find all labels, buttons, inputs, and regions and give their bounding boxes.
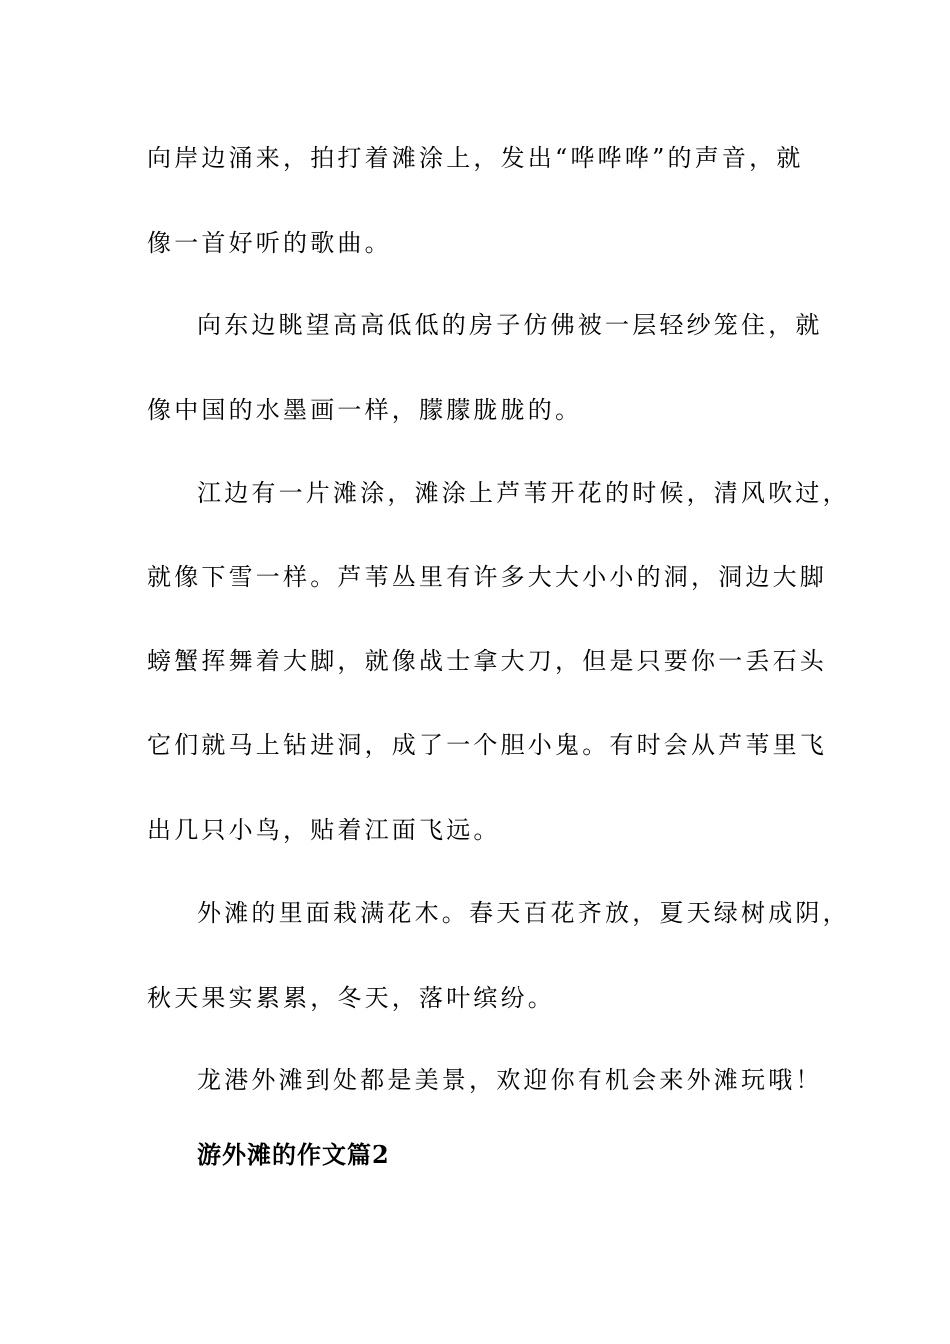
paragraph-line: 像一首好听的歌曲。 <box>147 229 392 257</box>
paragraph-line: 江边有一片滩涂，滩涂上芦苇开花的时候，清风吹过， <box>197 479 850 507</box>
paragraph-line: 就像下雪一样。芦苇丛里有许多大大小小的洞，洞边大脚 <box>147 563 827 591</box>
paragraph-line: 它们就马上钻进洞，成了一个胆小鬼。有时会从芦苇里飞 <box>147 731 827 759</box>
paragraph-line: 秋天果实累累，冬天，落叶缤纷。 <box>147 984 555 1012</box>
section-heading: 游外滩的作文篇2 <box>197 1140 390 1169</box>
paragraph-line: 螃蟹挥舞着大脚，就像战士拿大刀，但是只要你一丢石头 <box>147 647 827 675</box>
paragraph-line: 龙港外滩到处都是美景，欢迎你有机会来外滩玩哦！ <box>197 1066 823 1094</box>
paragraph-line: 向岸边涌来，拍打着滩涂上，发出“哗哗哗”的声音，就 <box>147 144 804 172</box>
paragraph-line: 外滩的里面栽满花木。春天百花齐放，夏天绿树成阴， <box>197 899 850 927</box>
paragraph-line: 向东边眺望高高低低的房子仿佛被一层轻纱笼住，就 <box>197 311 823 339</box>
paragraph-line: 像中国的水墨画一样，朦朦胧胧的。 <box>147 396 583 424</box>
paragraph-line: 出几只小鸟，贴着江面飞远。 <box>147 816 501 844</box>
